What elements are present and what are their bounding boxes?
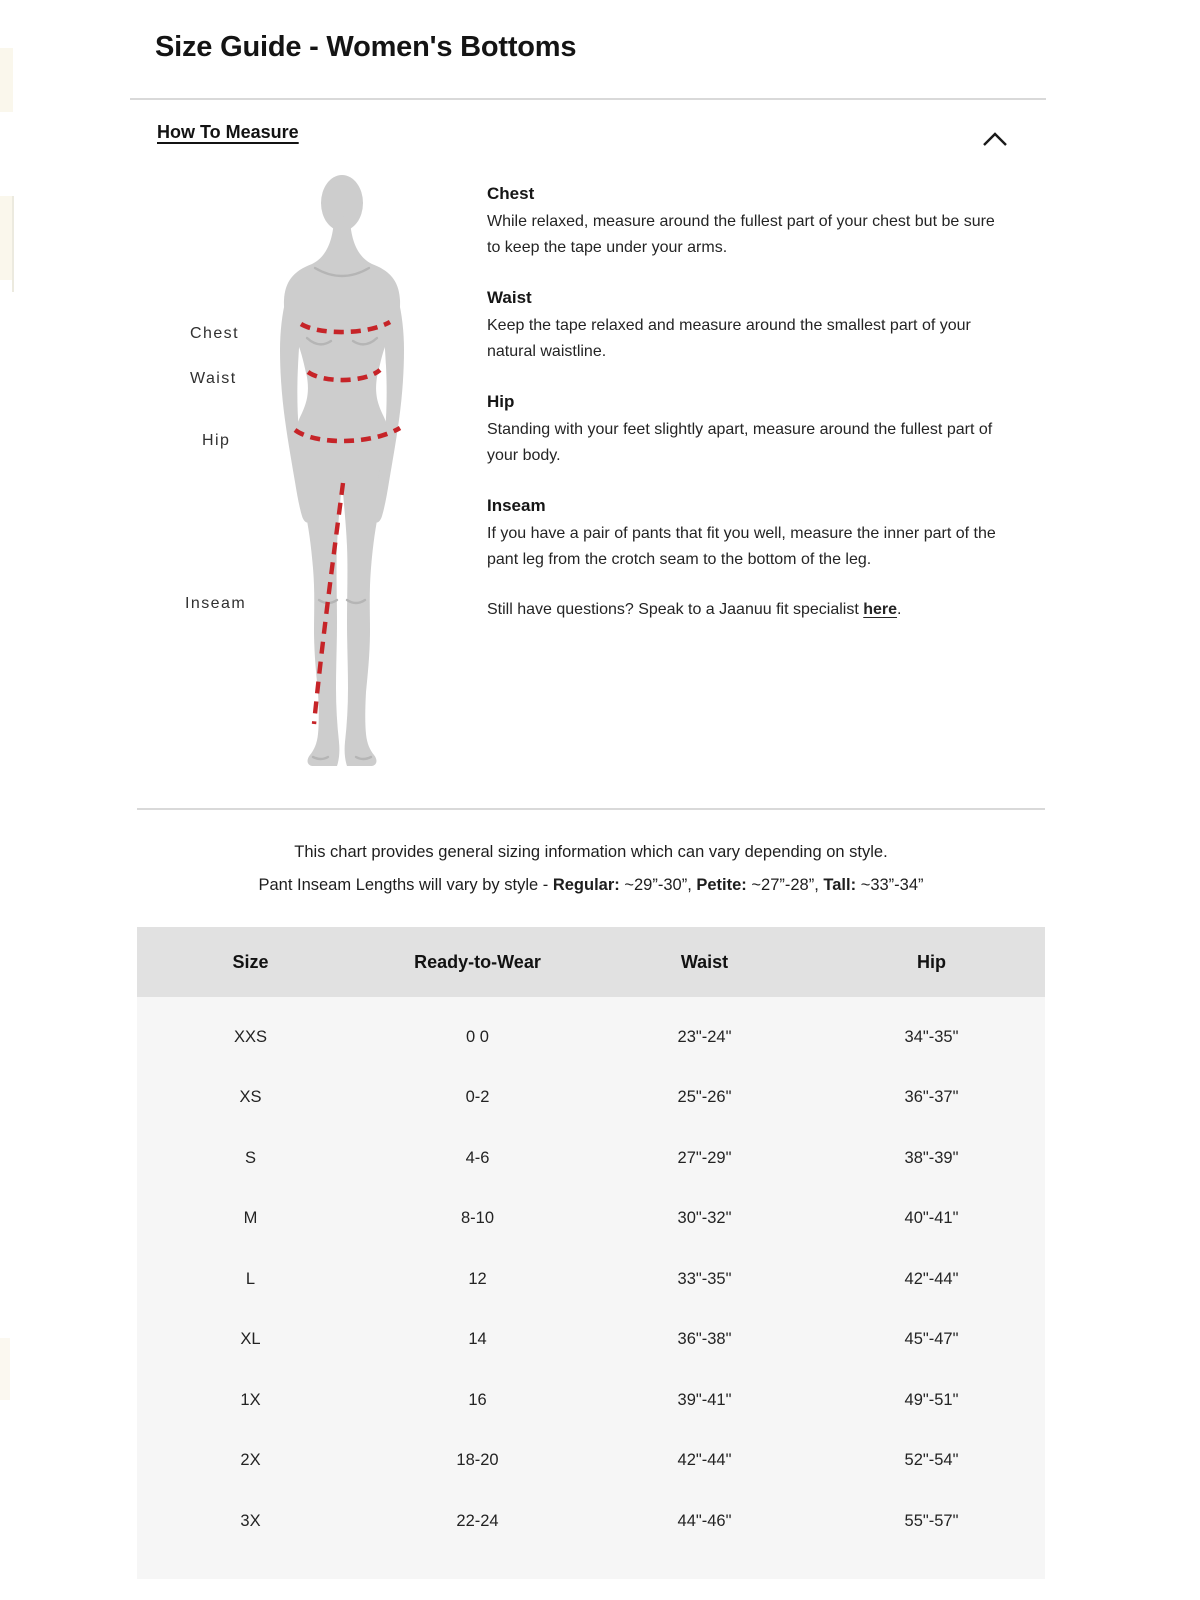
how-to-measure-toggle[interactable]: How To Measure — [157, 122, 299, 142]
measure-section-body: Keep the tape relaxed and measure around the smallest part of your natural waistline. — [487, 317, 971, 360]
table-cell: XXS — [233, 1027, 268, 1046]
table-cell: 30"-32" — [677, 1209, 732, 1228]
measure-section-body: While relaxed, measure around the fullest part of your chest but be sure to keep the tape under your arms. — [487, 213, 995, 256]
table-row — [137, 1310, 1045, 1371]
note-segment: Regular: — [552, 876, 620, 894]
note-segment: Tall: — [823, 876, 857, 894]
table-cell: 25"-26" — [677, 1088, 732, 1107]
table-cell: 1X — [240, 1390, 261, 1409]
table-cell: L — [245, 1269, 256, 1288]
table-row — [137, 1249, 1045, 1310]
page-title: Size Guide - Women's Bottoms — [155, 31, 577, 64]
table-cell: 42"-44" — [677, 1451, 732, 1470]
table-cell: 16 — [468, 1390, 487, 1409]
fit-specialist-period: . — [897, 601, 902, 618]
note-segment: Petite: — [696, 876, 747, 894]
table-cell: 45"-47" — [904, 1330, 959, 1349]
size-chart-table — [137, 927, 1045, 1579]
measure-section — [487, 288, 1011, 365]
table-cell: 44"-46" — [677, 1511, 732, 1530]
measure-section-body: Standing with your feet slightly apart, measure around the fullest part of your body. — [487, 421, 993, 464]
measure-section-title: Waist — [487, 288, 532, 307]
figure-label-hip: Hip — [202, 432, 231, 449]
measure-instructions — [487, 184, 1011, 619]
page-edge-artifact — [12, 196, 14, 292]
measure-section-title: Chest — [487, 184, 535, 203]
table-cell: 39"-41" — [677, 1390, 732, 1409]
section-divider — [130, 98, 1046, 100]
chevron-up-icon[interactable] — [982, 131, 1008, 147]
table-cell: 49"-51" — [904, 1390, 959, 1409]
table-cell: 55"-57" — [904, 1511, 959, 1530]
table-row — [137, 1189, 1045, 1250]
measure-section — [487, 184, 1011, 261]
fit-specialist-link[interactable]: here — [863, 601, 898, 618]
table-cell: 0 0 — [466, 1027, 489, 1046]
table-row — [137, 1068, 1045, 1129]
measure-section-title: Hip — [487, 392, 515, 411]
note-segment: ~27”-28”, — [746, 876, 824, 894]
note-segment: Pant Inseam Lengths will vary by style - — [258, 876, 553, 894]
table-row — [137, 1431, 1045, 1492]
table-cell: 38"-39" — [904, 1148, 959, 1167]
table-cell: 22-24 — [456, 1511, 499, 1530]
sizing-note-line1: This chart provides general sizing information which can vary depending on style. — [294, 843, 888, 861]
table-cell: 36"-37" — [904, 1088, 959, 1107]
page-edge-artifact — [0, 48, 13, 112]
table-cell: 3X — [240, 1511, 261, 1530]
table-cell: 27"-29" — [677, 1148, 732, 1167]
column-header: Waist — [680, 951, 729, 972]
body-measurement-figure — [267, 172, 417, 772]
table-cell: 42"-44" — [904, 1269, 959, 1288]
table-row — [137, 1007, 1045, 1068]
size-chart-body — [137, 997, 1045, 1579]
figure-label-chest: Chest — [190, 325, 239, 342]
page-edge-artifact — [0, 1338, 10, 1400]
measure-section-title: Inseam — [487, 496, 546, 515]
sizing-note — [137, 836, 1045, 902]
fit-specialist-text: Still have questions? Speak to a Jaanuu fit specialist — [487, 601, 864, 618]
measure-section-body: If you have a pair of pants that fit you well, measure the inner part of the pant leg from the crotch seam to the bottom of the leg. — [487, 525, 996, 568]
table-cell: 14 — [468, 1330, 487, 1349]
measure-section — [487, 392, 1011, 469]
table-cell: XS — [239, 1088, 262, 1107]
table-cell: 34"-35" — [904, 1027, 959, 1046]
table-cell: 8-10 — [460, 1209, 495, 1228]
table-cell: 0-2 — [465, 1088, 490, 1107]
column-header: Hip — [917, 951, 946, 972]
table-row — [137, 1491, 1045, 1552]
table-cell: 33"-35" — [677, 1269, 732, 1288]
table-cell: XL — [240, 1330, 261, 1349]
table-row — [137, 1128, 1045, 1189]
table-cell: 18-20 — [456, 1451, 499, 1470]
fit-specialist-line — [487, 601, 1011, 619]
table-cell: 4-6 — [465, 1148, 490, 1167]
measure-section — [487, 496, 1011, 573]
table-cell: M — [243, 1209, 258, 1228]
section-divider — [137, 808, 1045, 810]
table-cell: 52"-54" — [904, 1451, 959, 1470]
table-cell: 12 — [468, 1269, 487, 1288]
figure-label-inseam: Inseam — [185, 595, 247, 612]
column-header: Ready-to-Wear — [414, 951, 541, 972]
table-cell: 2X — [240, 1451, 261, 1470]
note-segment: ~29”-30”, — [619, 876, 697, 894]
size-chart-header-row — [137, 927, 1045, 997]
table-cell: 36"-38" — [677, 1330, 732, 1349]
sizing-note-line2 — [137, 869, 1045, 902]
column-header: Size — [232, 951, 269, 972]
table-cell: 23"-24" — [677, 1027, 732, 1046]
table-row — [137, 1370, 1045, 1431]
note-segment: ~33”-34” — [856, 876, 924, 894]
table-cell: 40"-41" — [904, 1209, 959, 1228]
figure-label-waist: Waist — [190, 370, 237, 387]
table-cell: S — [244, 1148, 256, 1167]
